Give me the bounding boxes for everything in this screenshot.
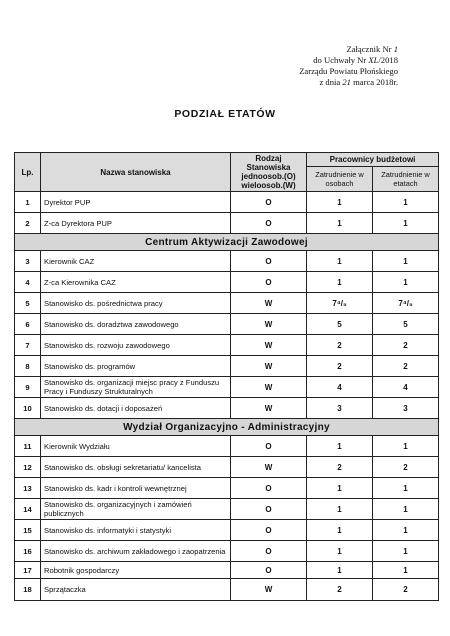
table-row	[15, 272, 439, 293]
row-fte: 1	[373, 251, 439, 272]
column-header-workers: Pracownicy budżetowi	[307, 153, 439, 167]
row-persons: 1	[307, 562, 373, 579]
row-type: W	[231, 457, 307, 478]
row-fte: 1	[373, 499, 439, 520]
row-fte: 2	[373, 579, 439, 601]
row-type: O	[231, 192, 307, 213]
row-name: Stanowisko ds. dotacji i doposażeń	[41, 398, 231, 419]
header-line-date	[198, 77, 398, 88]
date-suffix: marca 2018r.	[353, 77, 398, 87]
row-fte: 1	[373, 272, 439, 293]
row-persons: 1	[307, 520, 373, 541]
row-name: Kierownik CAZ	[41, 251, 231, 272]
document-title: PODZIAŁ ETATÓW	[174, 108, 276, 120]
row-name: Stanowisko ds. kadr i kontroli wewnętrznej	[41, 478, 231, 499]
row-type: O	[231, 562, 307, 579]
row-fte: 1	[373, 213, 439, 234]
row-lp: 8	[15, 356, 41, 377]
row-lp: 4	[15, 272, 41, 293]
row-lp: 6	[15, 314, 41, 335]
resolution-suffix: /2018	[378, 55, 398, 65]
row-fte: 1	[373, 520, 439, 541]
resolution-number: XL	[368, 55, 379, 65]
table-group-management	[15, 192, 439, 234]
row-fte: 2	[373, 457, 439, 478]
table-header-row	[15, 153, 439, 167]
row-name: Stanowisko ds. archiwum zakładowego i zaopatrzenia	[41, 541, 231, 562]
row-persons: 2	[307, 579, 373, 601]
table-row	[15, 398, 439, 419]
section-title-caz: Centrum Aktywizacji Zawodowej	[15, 234, 439, 251]
attachment-number: 1	[393, 44, 398, 54]
table-row	[15, 478, 439, 499]
row-fte: 1	[373, 192, 439, 213]
row-fte: 1	[373, 478, 439, 499]
row-lp: 13	[15, 478, 41, 499]
row-type: W	[231, 335, 307, 356]
table-row	[15, 436, 439, 457]
section-caz	[15, 234, 439, 251]
row-type: W	[231, 356, 307, 377]
row-persons: 1	[307, 192, 373, 213]
table-row	[15, 579, 439, 601]
row-persons: 1	[307, 213, 373, 234]
row-lp: 11	[15, 436, 41, 457]
row-type: W	[231, 377, 307, 398]
row-lp: 15	[15, 520, 41, 541]
column-header-fte: Zatrudnienie w etatach	[373, 167, 439, 192]
row-fte: 1	[373, 436, 439, 457]
row-name: Stanowisko ds. informatyki i statystyki	[41, 520, 231, 541]
document-header	[198, 44, 398, 88]
row-name: Dyrektor PUP	[41, 192, 231, 213]
column-header-name: Nazwa stanowiska	[41, 153, 231, 192]
section-admin	[15, 419, 439, 436]
row-fte: 1	[373, 562, 439, 579]
row-name: Stanowisko ds. organizacji miejsc pracy z Funduszu Pracy i Funduszy Strukturalnych	[41, 377, 231, 398]
row-fte: 3	[373, 398, 439, 419]
row-persons: 1	[307, 436, 373, 457]
row-name: Stanowisko ds. rozwoju zawodowego	[41, 335, 231, 356]
row-name: Kierownik Wydziału	[41, 436, 231, 457]
row-type: O	[231, 478, 307, 499]
row-persons: 7⁴/₅	[307, 293, 373, 314]
table-row	[15, 499, 439, 520]
resolution-prefix: do Uchwały Nr	[313, 55, 367, 65]
row-name: Stanowisko ds. obsługi sekretariatu/ kancelista	[41, 457, 231, 478]
row-persons: 1	[307, 478, 373, 499]
row-name: Robotnik gospodarczy	[41, 562, 231, 579]
row-name: Stanowisko ds. doradztwa zawodowego	[41, 314, 231, 335]
row-fte: 1	[373, 541, 439, 562]
row-fte: 2	[373, 356, 439, 377]
table-row	[15, 314, 439, 335]
row-type: W	[231, 398, 307, 419]
table-row	[15, 377, 439, 398]
row-persons: 3	[307, 398, 373, 419]
table-row	[15, 541, 439, 562]
row-name: Z-ca Dyrektora PUP	[41, 213, 231, 234]
row-lp: 16	[15, 541, 41, 562]
row-type: O	[231, 213, 307, 234]
attachment-prefix: Załącznik Nr	[346, 44, 392, 54]
date-prefix: z dnia	[319, 77, 341, 87]
row-type: O	[231, 541, 307, 562]
row-lp: 2	[15, 213, 41, 234]
table-row	[15, 293, 439, 314]
row-name: Sprzątaczka	[41, 579, 231, 601]
table-row	[15, 520, 439, 541]
row-lp: 1	[15, 192, 41, 213]
row-fte: 5	[373, 314, 439, 335]
row-type: W	[231, 314, 307, 335]
row-persons: 2	[307, 335, 373, 356]
row-persons: 1	[307, 272, 373, 293]
row-persons: 2	[307, 457, 373, 478]
row-name: Stanowisko ds. pośrednictwa pracy	[41, 293, 231, 314]
row-name: Stanowisko ds. organizacyjnych i zamówień publicznych	[41, 499, 231, 520]
table-row	[15, 457, 439, 478]
section-title-admin: Wydział Organizacyjno - Administracyjny	[15, 419, 439, 436]
table-row	[15, 356, 439, 377]
date-day: 21	[342, 77, 351, 87]
row-name: Stanowisko ds. programów	[41, 356, 231, 377]
table-row	[15, 251, 439, 272]
row-lp: 3	[15, 251, 41, 272]
staffing-table	[14, 152, 439, 601]
table-row	[15, 213, 439, 234]
row-lp: 17	[15, 562, 41, 579]
row-type: O	[231, 251, 307, 272]
column-header-persons: Zatrudnienie w osobach	[307, 167, 373, 192]
header-line-resolution	[198, 55, 398, 66]
row-persons: 4	[307, 377, 373, 398]
row-type: O	[231, 436, 307, 457]
row-lp: 9	[15, 377, 41, 398]
row-lp: 10	[15, 398, 41, 419]
row-fte: 4	[373, 377, 439, 398]
table-group-admin	[15, 436, 439, 601]
row-lp: 5	[15, 293, 41, 314]
row-type: W	[231, 579, 307, 601]
row-type: W	[231, 293, 307, 314]
column-header-lp: Lp.	[15, 153, 41, 192]
header-line-attachment	[198, 44, 398, 55]
row-lp: 18	[15, 579, 41, 601]
row-fte: 7⁴/₅	[373, 293, 439, 314]
table-group-caz	[15, 251, 439, 419]
row-type: O	[231, 499, 307, 520]
row-lp: 7	[15, 335, 41, 356]
row-persons: 5	[307, 314, 373, 335]
table-row	[15, 335, 439, 356]
row-persons: 2	[307, 356, 373, 377]
table-row	[15, 192, 439, 213]
row-persons: 1	[307, 499, 373, 520]
column-header-type: Rodzaj Stanowiska jednoosob.(O) wieloosob.(W)	[231, 153, 307, 192]
row-name: Z-ca Kierownika CAZ	[41, 272, 231, 293]
table-row	[15, 562, 439, 579]
row-persons: 1	[307, 541, 373, 562]
row-persons: 1	[307, 251, 373, 272]
row-type: O	[231, 272, 307, 293]
row-type: O	[231, 520, 307, 541]
row-lp: 12	[15, 457, 41, 478]
header-line-board: Zarządu Powiatu Płońskiego	[299, 66, 398, 76]
row-lp: 14	[15, 499, 41, 520]
row-fte: 2	[373, 335, 439, 356]
